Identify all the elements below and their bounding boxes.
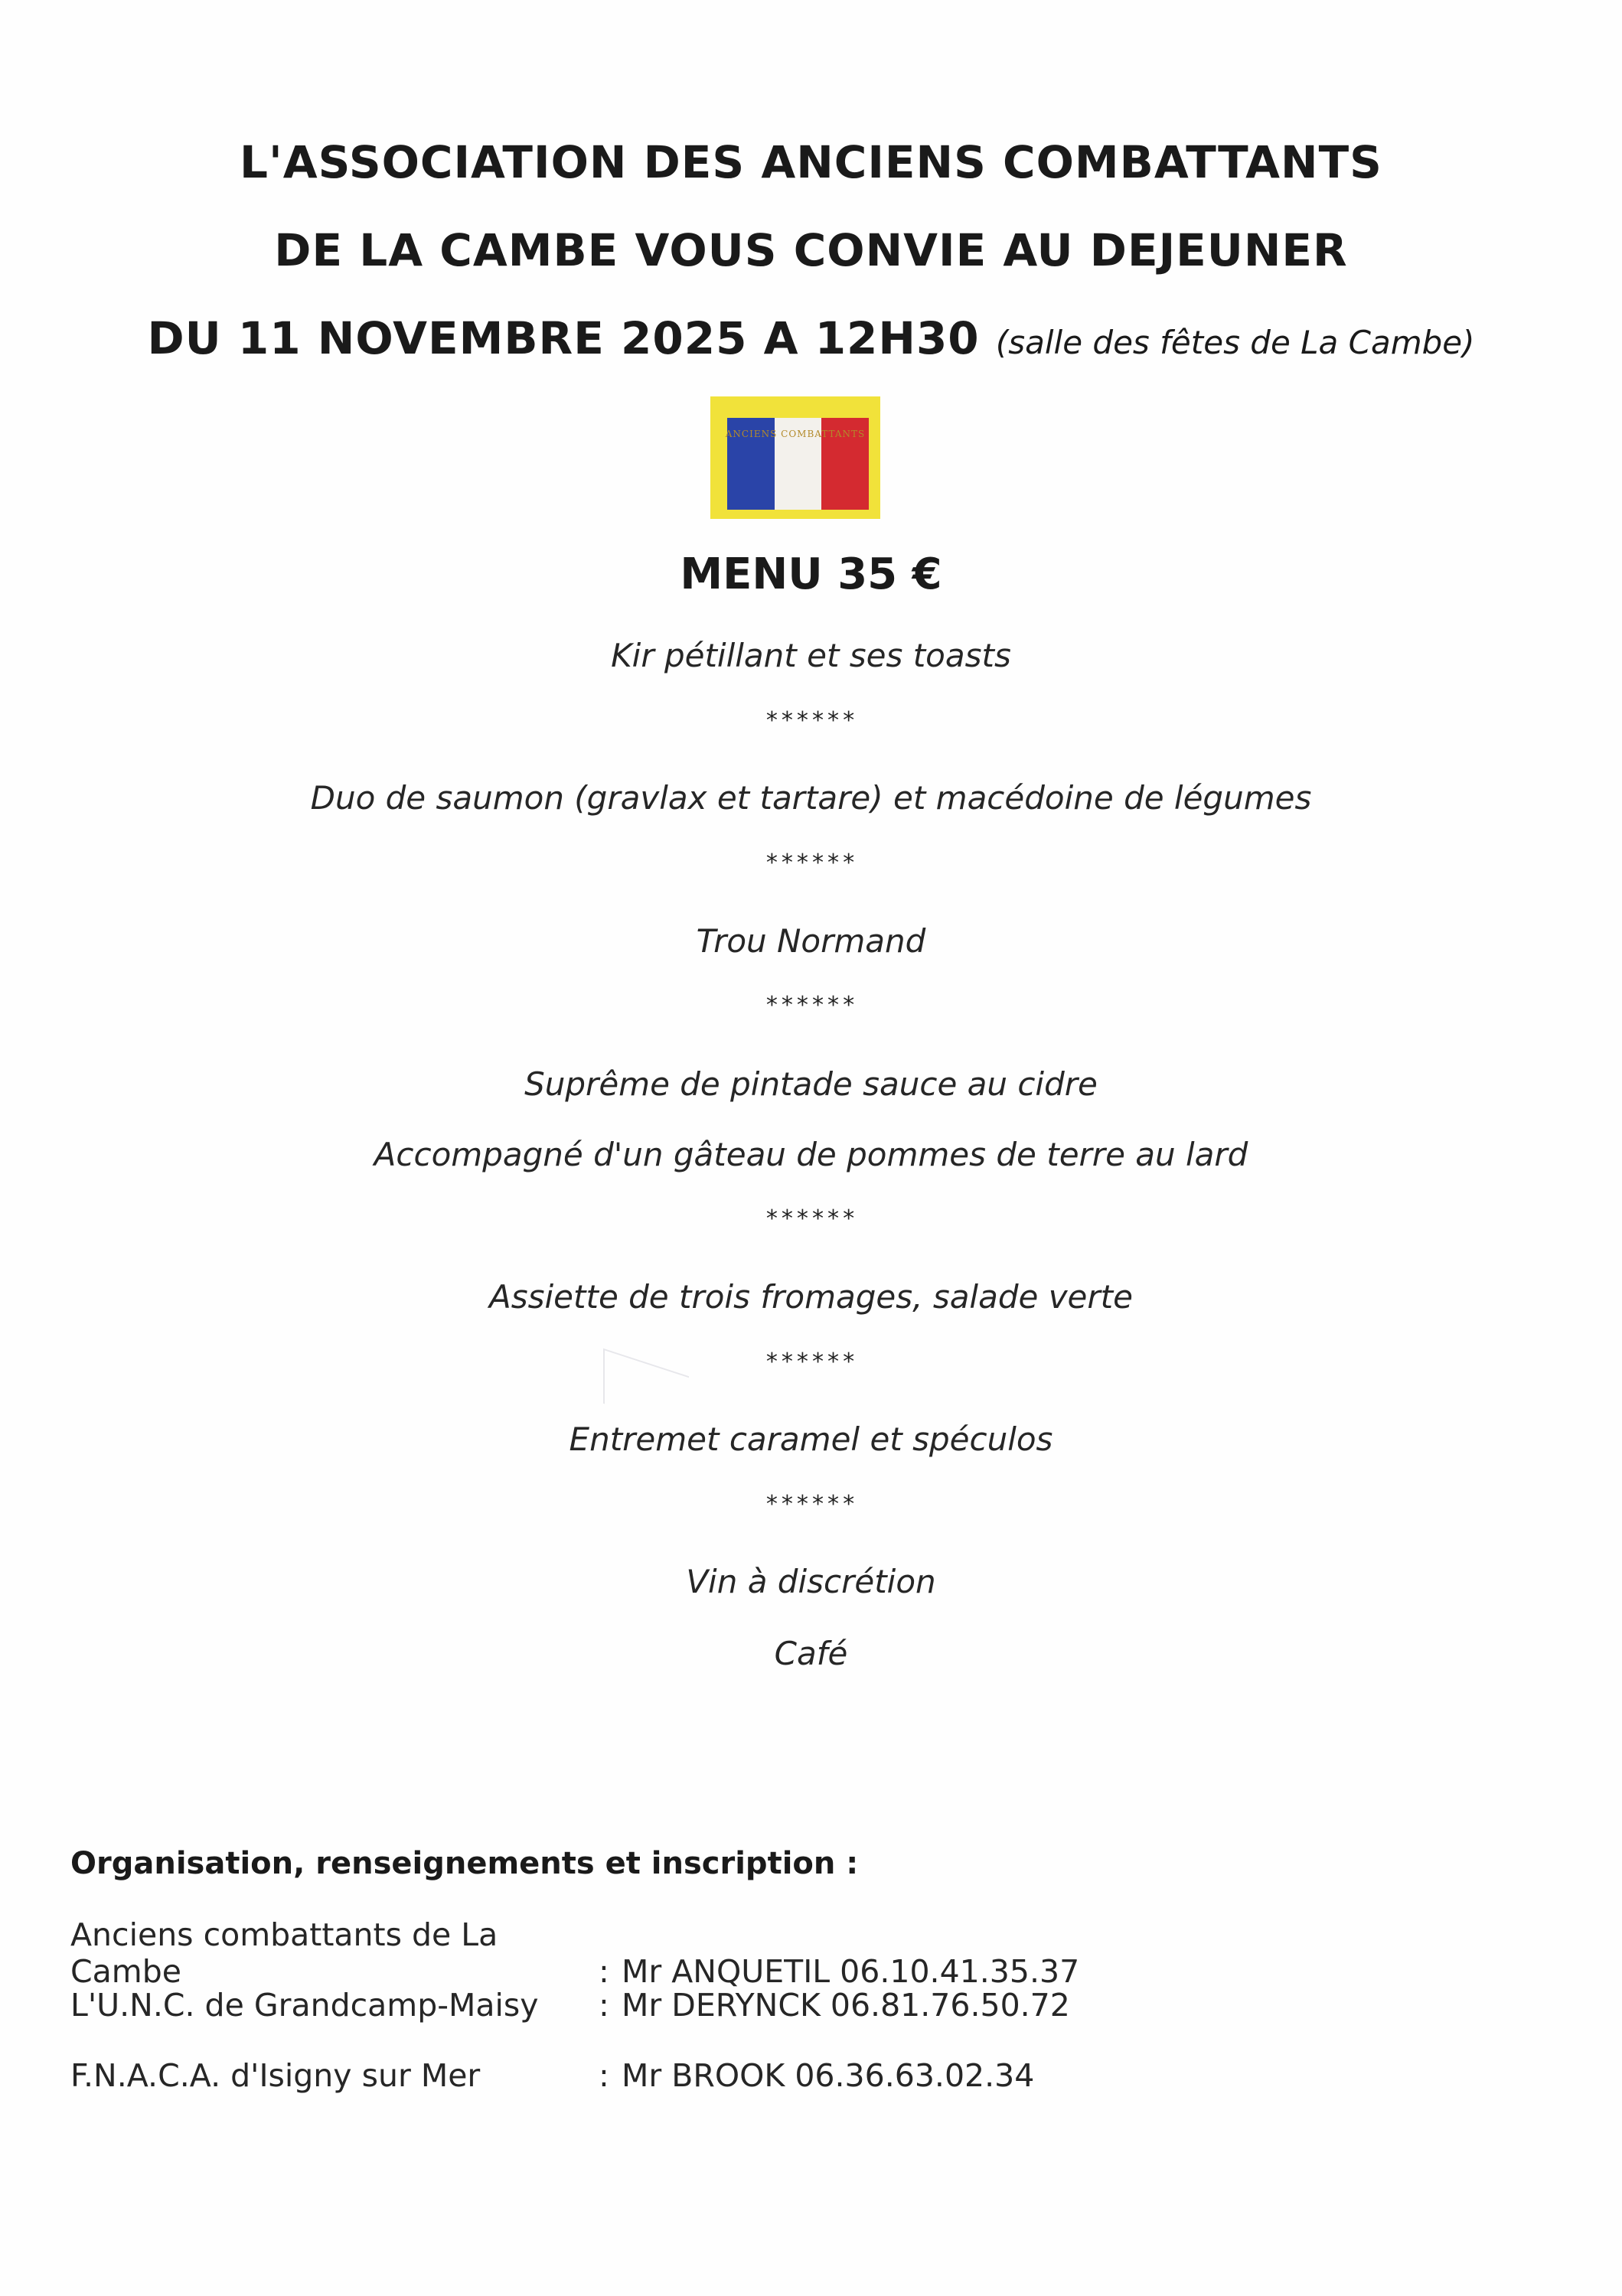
- organisation-heading: Organisation, renseignements et inscription :: [70, 1846, 859, 1881]
- menu-separator: ******: [765, 707, 857, 734]
- contact-person: Mr DERYNCK 06.81.76.50.72: [622, 1987, 1070, 2024]
- event-date: DU 11 NOVEMBRE 2025 A 12H30: [147, 312, 980, 364]
- contact-row: F.N.A.C.A. d'Isigny sur Mer : Mr BROOK 06.36.63.02.34: [70, 2057, 1035, 2094]
- flag-image: [710, 396, 880, 519]
- menu-item: Assiette de trois fromages, salade verte: [489, 1278, 1133, 1316]
- menu-item: Entremet caramel et spéculos: [569, 1420, 1053, 1458]
- title-line-3: [0, 312, 1622, 364]
- contact-person: Mr BROOK 06.36.63.02.34: [622, 2057, 1035, 2094]
- contact-group: Anciens combattants de La Cambe: [70, 1916, 498, 1990]
- menu-separator: ******: [765, 1491, 857, 1518]
- menu-separator: ******: [765, 1205, 857, 1232]
- menu-item: Kir pétillant et ses toasts: [611, 637, 1011, 674]
- menu-item: Suprême de pintade sauce au cidre: [524, 1065, 1098, 1103]
- menu-separator: ******: [765, 1349, 857, 1375]
- menu-separator: ******: [765, 992, 857, 1019]
- title-line-2: DE LA CAMBE VOUS CONVIE AU DEJEUNER: [274, 224, 1348, 276]
- menu-separator: ******: [765, 850, 857, 876]
- contact-group: L'U.N.C. de Grandcamp-Maisy: [70, 1987, 539, 2024]
- contact-group: F.N.A.C.A. d'Isigny sur Mer: [70, 2057, 481, 2094]
- contact-row: L'U.N.C. de Grandcamp-Maisy : Mr DERYNCK 06.81.76.50.72: [70, 1987, 1070, 2024]
- menu-item: Café: [774, 1635, 848, 1672]
- menu-item: Accompagné d'un gâteau de pommes de terre au lard: [374, 1136, 1248, 1173]
- contact-row: Anciens combattants de La Cambe : Mr ANQUETIL 06.10.41.35.37: [70, 1916, 1080, 1990]
- venue: (salle des fêtes de La Cambe): [995, 324, 1475, 361]
- menu-item: Vin à discrétion: [686, 1563, 936, 1600]
- flag-label: ANCIENS COMBATTANTS: [725, 429, 866, 439]
- menu-item: Duo de saumon (gravlax et tartare) et macédoine de légumes: [310, 779, 1312, 817]
- menu-title: MENU 35 €: [680, 550, 942, 599]
- contact-person: Mr ANQUETIL 06.10.41.35.37: [622, 1953, 1080, 1990]
- menu-item: Trou Normand: [696, 922, 926, 960]
- title-line-1: L'ASSOCIATION DES ANCIENS COMBATTANTS: [240, 136, 1382, 188]
